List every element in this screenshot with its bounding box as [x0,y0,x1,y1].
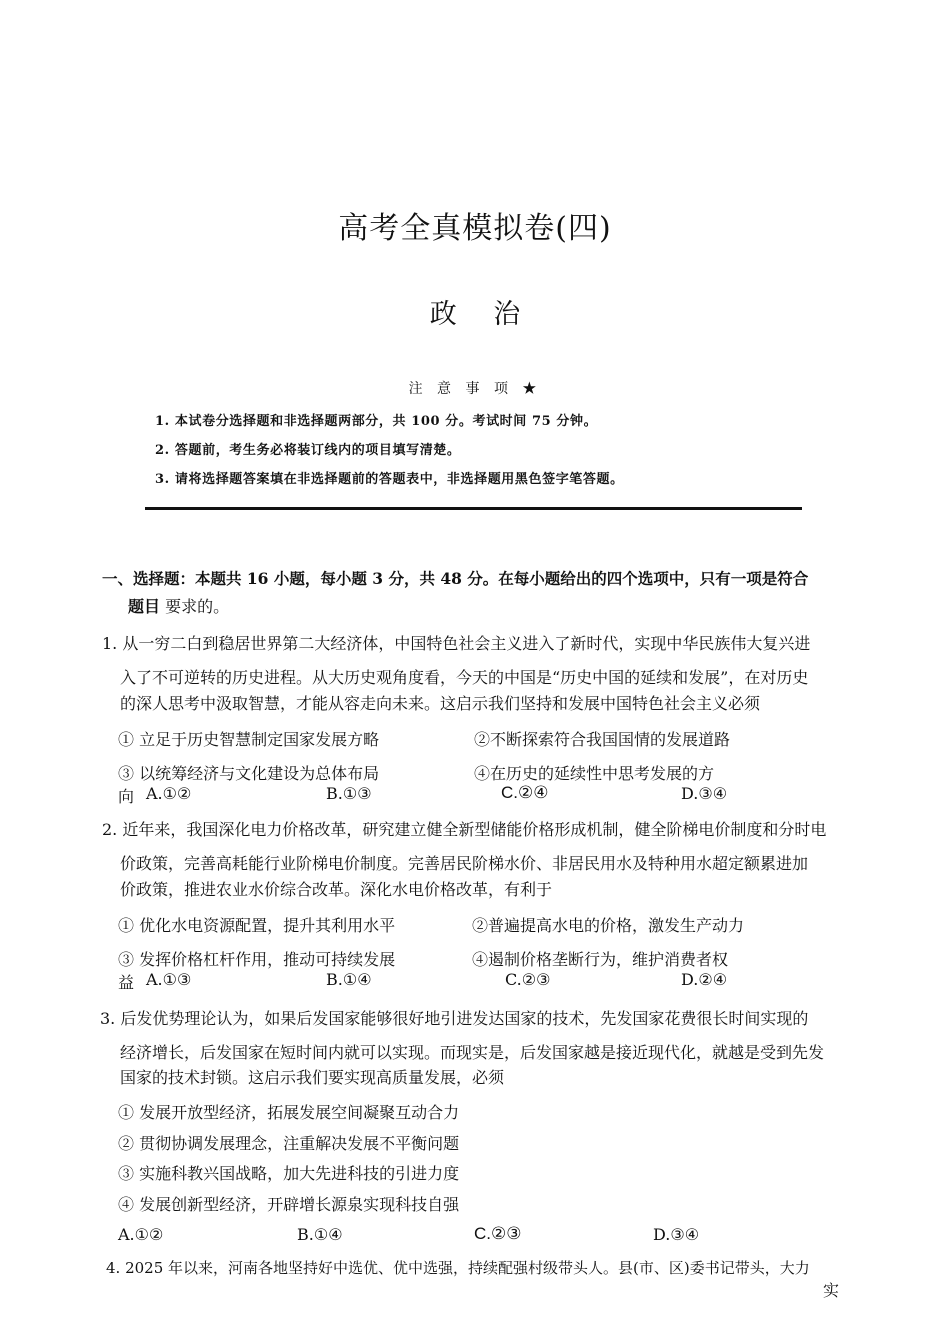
notice-item: 2. 答题前，考生务必将装订线内的项目填写清楚。 [155,443,461,458]
q2-choice-d[interactable]: D.②④ [681,970,728,989]
subject-heading: 政 治 [429,299,521,330]
q3-choice-a[interactable]: A.①② [118,1225,164,1244]
q2-statement-4: ④遏制价格垄断行为，维护消费者权 [472,950,729,969]
q1-choice-d[interactable]: D.③④ [681,784,728,803]
question-2-line: 2. 近年来，我国深化电力价格改革，研究建立健全新型储能价格形成机制，健全阶梯电价制度和分时电 [102,820,827,839]
section-label-rest: 要求的。 [160,597,230,616]
question-3-line: 经济增长，后发国家在短时间内就可以实现。而现实是，后发国家越是接近现代化，就越是受到先发 [120,1043,825,1062]
q3-statement-3: ③ 实施科教兴国战略，加大先进科技的引进力度 [118,1164,460,1183]
q2-statement-4-cont: 益 [118,973,135,992]
q2-statement-2: ②普遍提高水电的价格，激发生产动力 [472,916,745,935]
section-heading: 一、选择题：本题共 16 小题，每小题 3 分，共 48 分。在每小题给出的四个选项中，只有一项是符合 [102,569,809,588]
q3-statement-2: ② 贯彻协调发展理念，注重解决发展不平衡问题 [118,1134,460,1153]
section-heading-cont [128,594,229,617]
q1-choice-c[interactable]: C.②④ [501,783,549,802]
q2-choice-b[interactable]: B.①④ [326,970,372,989]
exam-title: 高考全真模拟卷(四) [338,211,612,246]
q1-statement-3: ③ 以统筹经济与文化建设为总体布局 [118,764,380,783]
q3-choice-d[interactable]: D.③④ [653,1225,700,1244]
question-4-line: 实 [823,1281,840,1300]
q2-statement-1: ① 优化水电资源配置，提升其利用水平 [118,916,396,935]
question-1-line: 1. 从一穷二白到稳居世界第二大经济体，中国特色社会主义进入了新时代，实现中华民族伟大复兴进 [102,634,811,653]
q2-choice-a[interactable]: A.①③ [146,970,192,989]
notice-item: 1. 本试卷分选择题和非选择题两部分，共 100 分。考试时间 75 分钟。 [155,414,598,429]
q1-statement-2: ②不断探索符合我国国情的发展道路 [474,730,731,749]
q3-choice-b[interactable]: B.①④ [297,1225,343,1244]
question-2-line: 价政策，完善高耗能行业阶梯电价制度。完善居民阶梯水价、非居民用水及特种用水超定额累进加 [120,854,809,873]
notice-item: 3. 请将选择题答案填在非选择题前的答题表中，非选择题用黑色签字笔答题。 [155,472,624,487]
section-label: 题目 [128,597,161,616]
q1-statement-4: ④在历史的延续性中思考发展的方 [474,764,715,783]
q1-choice-b[interactable]: B.①③ [326,784,372,803]
q3-statement-1: ① 发展开放型经济，拓展发展空间凝聚互动合力 [118,1103,460,1122]
notice-heading: 注 意 事 项 ★ [408,381,542,397]
q3-statement-4: ④ 发展创新型经济，开辟增长源泉实现科技自强 [118,1195,460,1214]
question-2-line: 价政策，推进农业水价综合改革。深化水电价格改革，有利于 [120,880,553,899]
question-3-line: 国家的技术封锁。这启示我们要实现高质量发展，必须 [120,1068,505,1087]
q1-choice-a[interactable]: A.①② [146,784,192,803]
q2-statement-3: ③ 发挥价格杠杆作用，推动可持续发展 [118,950,396,969]
question-1-line: 的深人思考中汲取智慧，才能从容走向未来。这启示我们坚持和发展中国特色社会主义必须 [120,694,761,713]
question-4-line: 4. 2025 年以来，河南各地坚持好中选优、优中选强，持续配强村级带头人。县(市、区)委书记带头，大力 [106,1259,810,1277]
q1-statement-1: ① 立足于历史智慧制定国家发展方略 [118,730,380,749]
question-3-line: 3. 后发优势理论认为，如果后发国家能够很好地引进发达国家的技术，先发国家花费很长时间实现的 [100,1009,809,1028]
q1-statement-4-cont: 向 [118,787,135,806]
question-1-line: 入了不可逆转的历史进程。从大历史观角度看，今天的中国是“历史中国的延续和发展”，在对历史 [120,668,809,687]
q3-choice-c[interactable]: C.②③ [474,1224,522,1243]
divider-rule [145,507,802,510]
q2-choice-c[interactable]: C.②③ [505,970,551,989]
